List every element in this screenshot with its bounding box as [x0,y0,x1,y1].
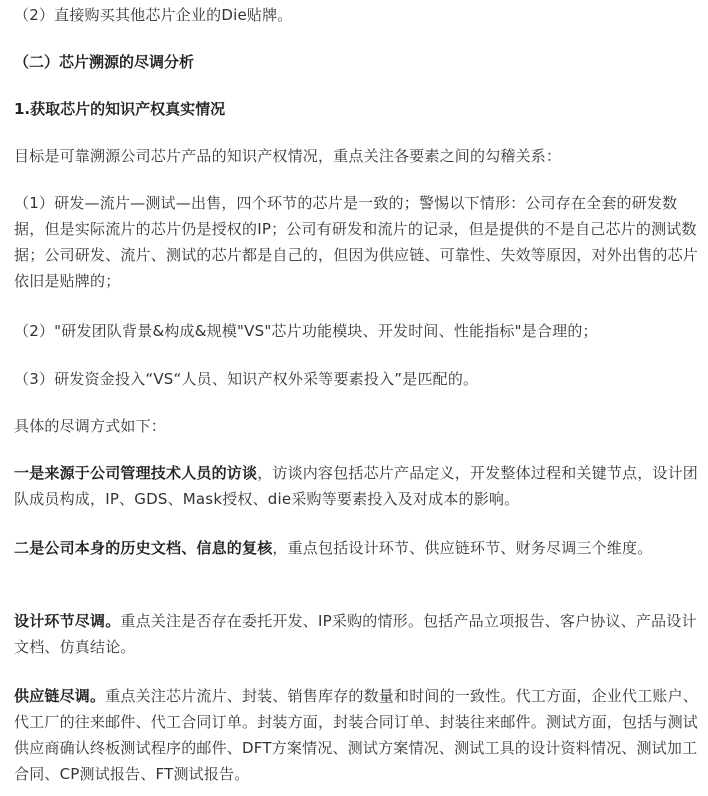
paragraph-item-2: （2）"研发团队背景&构成&规模"VS"芯片功能模块、开发时间、性能指标"是合理的； [14,322,598,340]
paragraph-item-3: （3）研发资金投入“VS“人员、知识产权外采等要素投入”是匹配的。 [14,370,479,388]
interview-lead: 一是来源于公司管理技术人员的访谈 [14,464,258,482]
paragraph-interview [14,460,698,512]
paragraph-item-1: （1）研发—流片—测试—出售，四个环节的芯片是一致的；警惕以下情形：公司存在全套的研发数据，但是实际流片的芯片仍是授权的IP；公司有研发和流片的记录，但是提供的不是自己芯片的测试数据；公司研发、流片、测试的芯片都是自己的，但因为供应链、可靠性、失效等原因，对外出售的芯片依旧是贴牌的； [14,194,699,290]
supply-chain-lead: 供应链尽调。 [14,687,106,705]
history-docs-lead: 二是公司本身的历史文档、信息的复核 [14,539,273,557]
paragraph-die-purchase: （2）直接购买其他芯片企业的Die贴牌。 [14,6,293,24]
design-dd-text: 重点关注是否存在委托开发、IP采购的情形。包括产品立项报告、客户协议、产品设计文档、仿真结论。 [14,612,697,656]
design-dd-lead: 设计环节尽调。 [14,612,121,630]
paragraph-methods-intro: 具体的尽调方式如下： [14,417,167,435]
supply-chain-text: 重点关注芯片流片、封装、销售库存的数量和时间的一致性。代工方面，企业代工账户、代工厂的往来邮件、代工合同订单。封装方面，封装合同订单、封装往来邮件。测试方面，包括与测试供应商确认终板测试程序的邮件、DFT方案情况、测试方案情况、测试工具的设计资料情况、测试加工合同、CP测试报告、FT测试报告。 [14,687,699,783]
subsection-heading: 1.获取芯片的知识产权真实情况 [14,100,226,118]
section-heading: （二）芯片溯源的尽调分析 [14,53,195,71]
paragraph-supply-chain-dd [14,683,698,787]
history-docs-text: ，重点包括设计环节、供应链环节、财务尽调三个维度。 [272,539,653,557]
paragraph-design-dd [14,608,698,660]
interview-text: ，访谈内容包括芯片产品定义，开发整体过程和关键节点，设计团队成员构成，IP、GDS、Mask授权、die采购等要素投入及对成本的影响。 [14,464,699,508]
paragraph-history-docs [14,535,652,561]
paragraph-goal: 目标是可靠溯源公司芯片产品的知识产权情况，重点关注各要素之间的勾稽关系： [14,147,562,165]
